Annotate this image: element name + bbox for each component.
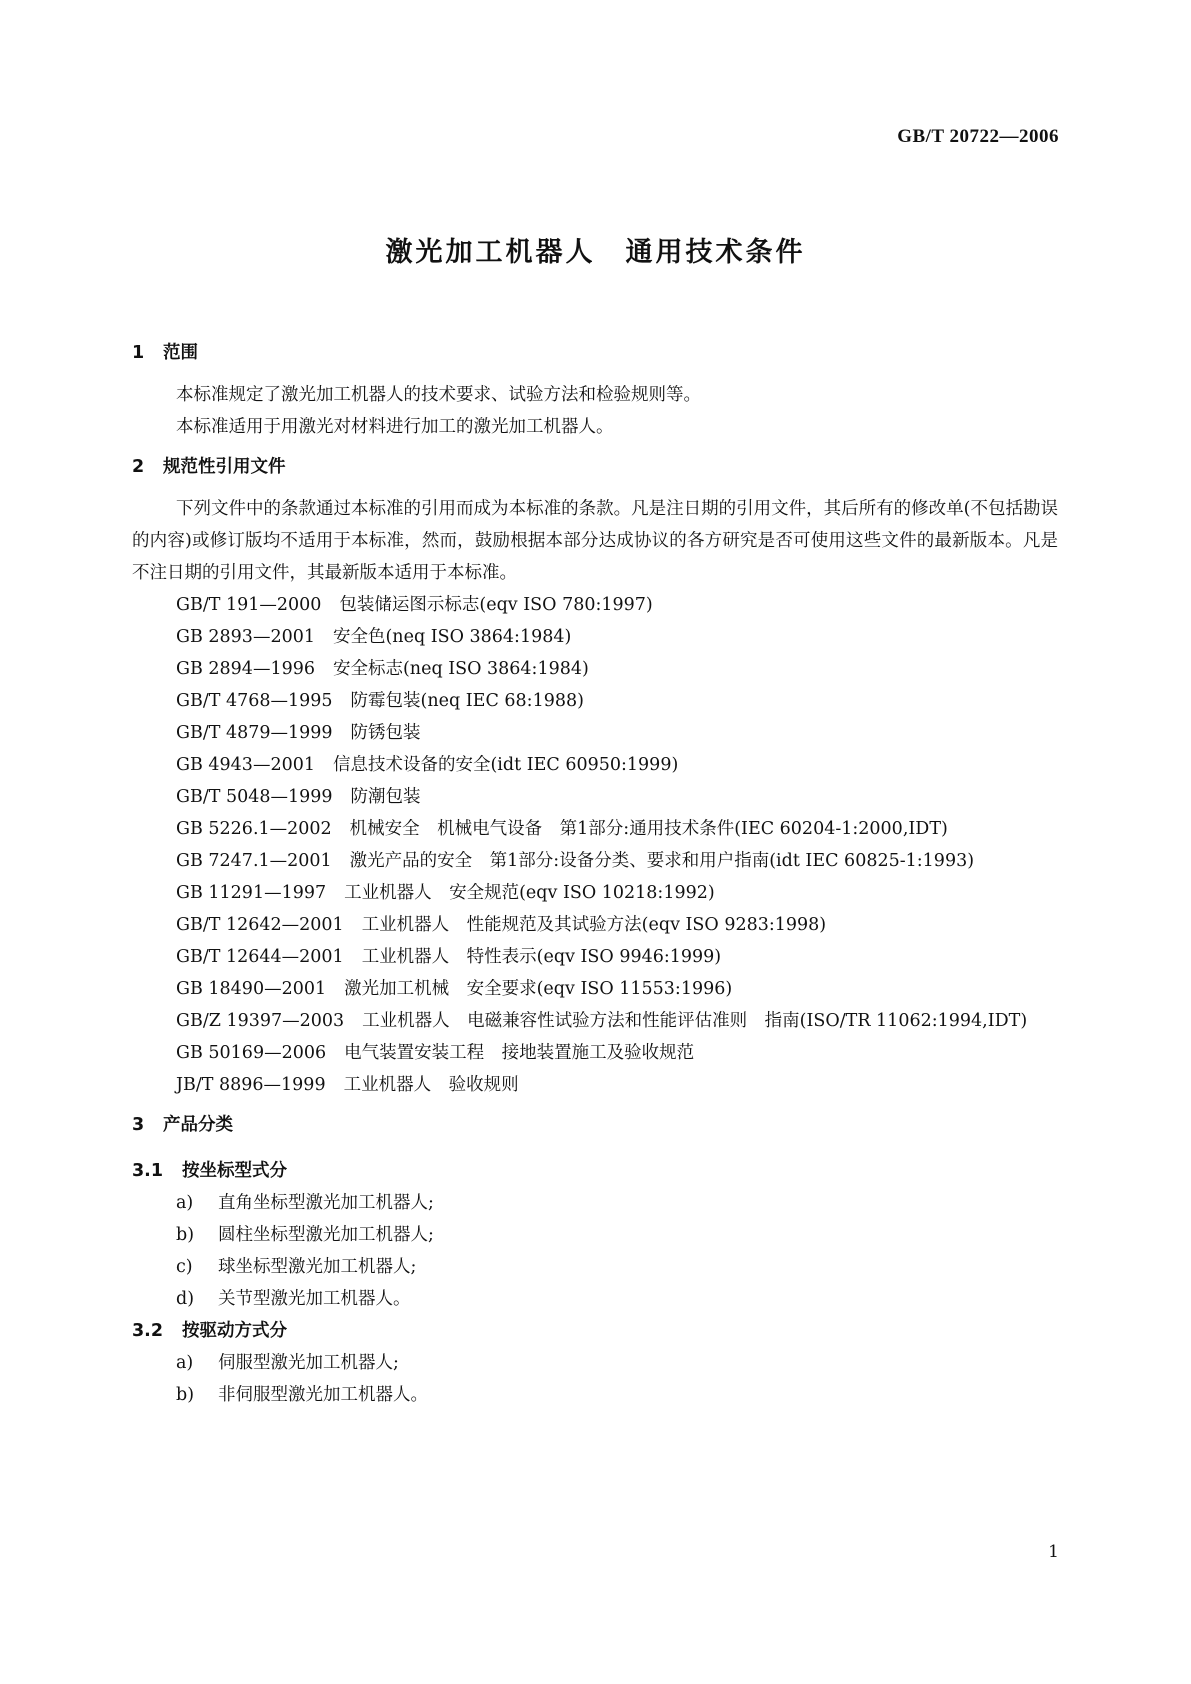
reference-code: JB/T 8896—1999 <box>176 1075 326 1095</box>
reference-code: GB/T 12644—2001 <box>176 947 344 967</box>
reference-item <box>132 1005 1058 1037</box>
reference-title: 激光产品的安全 第1部分:设备分类、要求和用户指南(idt IEC 60825-1:1993) <box>349 851 975 871</box>
list-item <box>132 1251 1058 1283</box>
list-item <box>132 1187 1058 1219</box>
standard-code: GB/T 20722—2006 <box>897 126 1059 147</box>
reference-item <box>132 589 1058 621</box>
list-marker: c) <box>176 1257 193 1277</box>
reference-code: GB 2893—2001 <box>176 627 315 647</box>
reference-item <box>132 813 1058 845</box>
document-body <box>132 337 1058 1411</box>
reference-item <box>132 941 1058 973</box>
reference-code: GB 2894—1996 <box>176 659 315 679</box>
reference-code: GB 11291—1997 <box>176 883 327 903</box>
reference-title: 激光加工机械 安全要求(eqv ISO 11553:1996) <box>344 979 733 999</box>
reference-title: 电气装置安装工程 接地装置施工及验收规范 <box>344 1043 695 1063</box>
document-title: 激光加工机器人 通用技术条件 <box>385 237 806 268</box>
section-number: 1 <box>132 343 145 363</box>
reference-title: 包装储运图示标志(eqv ISO 780:1997) <box>339 595 653 615</box>
reference-title: 信息技术设备的安全(idt IEC 60950:1999) <box>332 755 679 775</box>
reference-title: 防潮包装 <box>350 787 421 807</box>
subsection-number: 3.2 <box>132 1321 164 1341</box>
list-text: 非伺服型激光加工机器人。 <box>218 1385 428 1405</box>
reference-code: GB/T 4879—1999 <box>176 723 333 743</box>
subsection-number: 3.1 <box>132 1161 164 1181</box>
section-title: 产品分类 <box>163 1115 233 1135</box>
reference-item <box>132 749 1058 781</box>
list-marker: a) <box>176 1193 194 1213</box>
reference-item <box>132 781 1058 813</box>
subsection-heading-3-1 <box>132 1155 1058 1187</box>
reference-title: 防锈包装 <box>350 723 421 743</box>
reference-code: GB 4943—2001 <box>176 755 315 775</box>
reference-title: 工业机器人 特性表示(eqv ISO 9946:1999) <box>361 947 722 967</box>
list-item <box>132 1347 1058 1379</box>
reference-item <box>132 845 1058 877</box>
list-marker: d) <box>176 1289 195 1309</box>
reference-title: 工业机器人 电磁兼容性试验方法和性能评估准则 指南(ISO/TR 11062:1994,IDT) <box>362 1011 1028 1031</box>
subsection-heading-3-2 <box>132 1315 1058 1347</box>
section-title: 范围 <box>163 343 198 363</box>
page-number: 1 <box>1048 1542 1059 1562</box>
subsection-title: 按驱动方式分 <box>182 1321 287 1341</box>
reference-item <box>132 973 1058 1005</box>
reference-code: GB/Z 19397—2003 <box>176 1011 345 1031</box>
reference-item <box>132 717 1058 749</box>
reference-title: 安全标志(neq ISO 3864:1984) <box>332 659 589 679</box>
section-title: 规范性引用文件 <box>163 457 286 477</box>
list-text: 直角坐标型激光加工机器人; <box>218 1193 434 1213</box>
reference-item <box>132 1037 1058 1069</box>
reference-code: GB/T 5048—1999 <box>176 787 333 807</box>
reference-title: 工业机器人 性能规范及其试验方法(eqv ISO 9283:1998) <box>361 915 827 935</box>
reference-item <box>132 877 1058 909</box>
list-marker: b) <box>176 1225 195 1245</box>
section-heading-3 <box>132 1109 1058 1141</box>
reference-code: GB 5226.1—2002 <box>176 819 332 839</box>
list-text: 球坐标型激光加工机器人; <box>218 1257 417 1277</box>
reference-title: 工业机器人 验收规则 <box>343 1075 519 1095</box>
reference-code: GB/T 12642—2001 <box>176 915 344 935</box>
paragraph: 本标准规定了激光加工机器人的技术要求、试验方法和检验规则等。 <box>176 385 701 405</box>
paragraph: 本标准适用于用激光对材料进行加工的激光加工机器人。 <box>176 417 614 437</box>
list-item <box>132 1283 1058 1315</box>
list-item <box>132 1219 1058 1251</box>
reference-item <box>132 1069 1058 1101</box>
reference-code: GB 7247.1—2001 <box>176 851 332 871</box>
section-number: 3 <box>132 1115 145 1135</box>
reference-code: GB/T 191—2000 <box>176 595 322 615</box>
section-number: 2 <box>132 457 145 477</box>
section-heading-2 <box>132 451 1058 483</box>
list-text: 关节型激光加工机器人。 <box>218 1289 411 1309</box>
list-text: 伺服型激光加工机器人; <box>218 1353 399 1373</box>
reference-title: 机械安全 机械电气设备 第1部分:通用技术条件(IEC 60204-1:2000,IDT) <box>349 819 948 839</box>
paragraph: 下列文件中的条款通过本标准的引用而成为本标准的条款。凡是注日期的引用文件，其后所有的修改单(不包括勘误的内容)或修订版均不适用于本标准，然而，鼓励根据本部分达成协议的各方研究是否可使用这些文件的最新版本。凡是不注日期的引用文件，其最新版本适用于本标准。 <box>132 499 1058 583</box>
list-marker: a) <box>176 1353 194 1373</box>
reference-item <box>132 685 1058 717</box>
reference-code: GB 50169—2006 <box>176 1043 327 1063</box>
subsection-title: 按坐标型式分 <box>182 1161 287 1181</box>
reference-item <box>132 621 1058 653</box>
reference-item <box>132 653 1058 685</box>
list-text: 圆柱坐标型激光加工机器人; <box>218 1225 434 1245</box>
list-item <box>132 1379 1058 1411</box>
reference-code: GB/T 4768—1995 <box>176 691 333 711</box>
reference-title: 防霉包装(neq IEC 68:1988) <box>350 691 584 711</box>
section-heading-1 <box>132 337 1058 369</box>
reference-item <box>132 909 1058 941</box>
reference-title: 工业机器人 安全规范(eqv ISO 10218:1992) <box>344 883 715 903</box>
reference-code: GB 18490—2001 <box>176 979 327 999</box>
list-marker: b) <box>176 1385 195 1405</box>
reference-title: 安全色(neq ISO 3864:1984) <box>332 627 572 647</box>
